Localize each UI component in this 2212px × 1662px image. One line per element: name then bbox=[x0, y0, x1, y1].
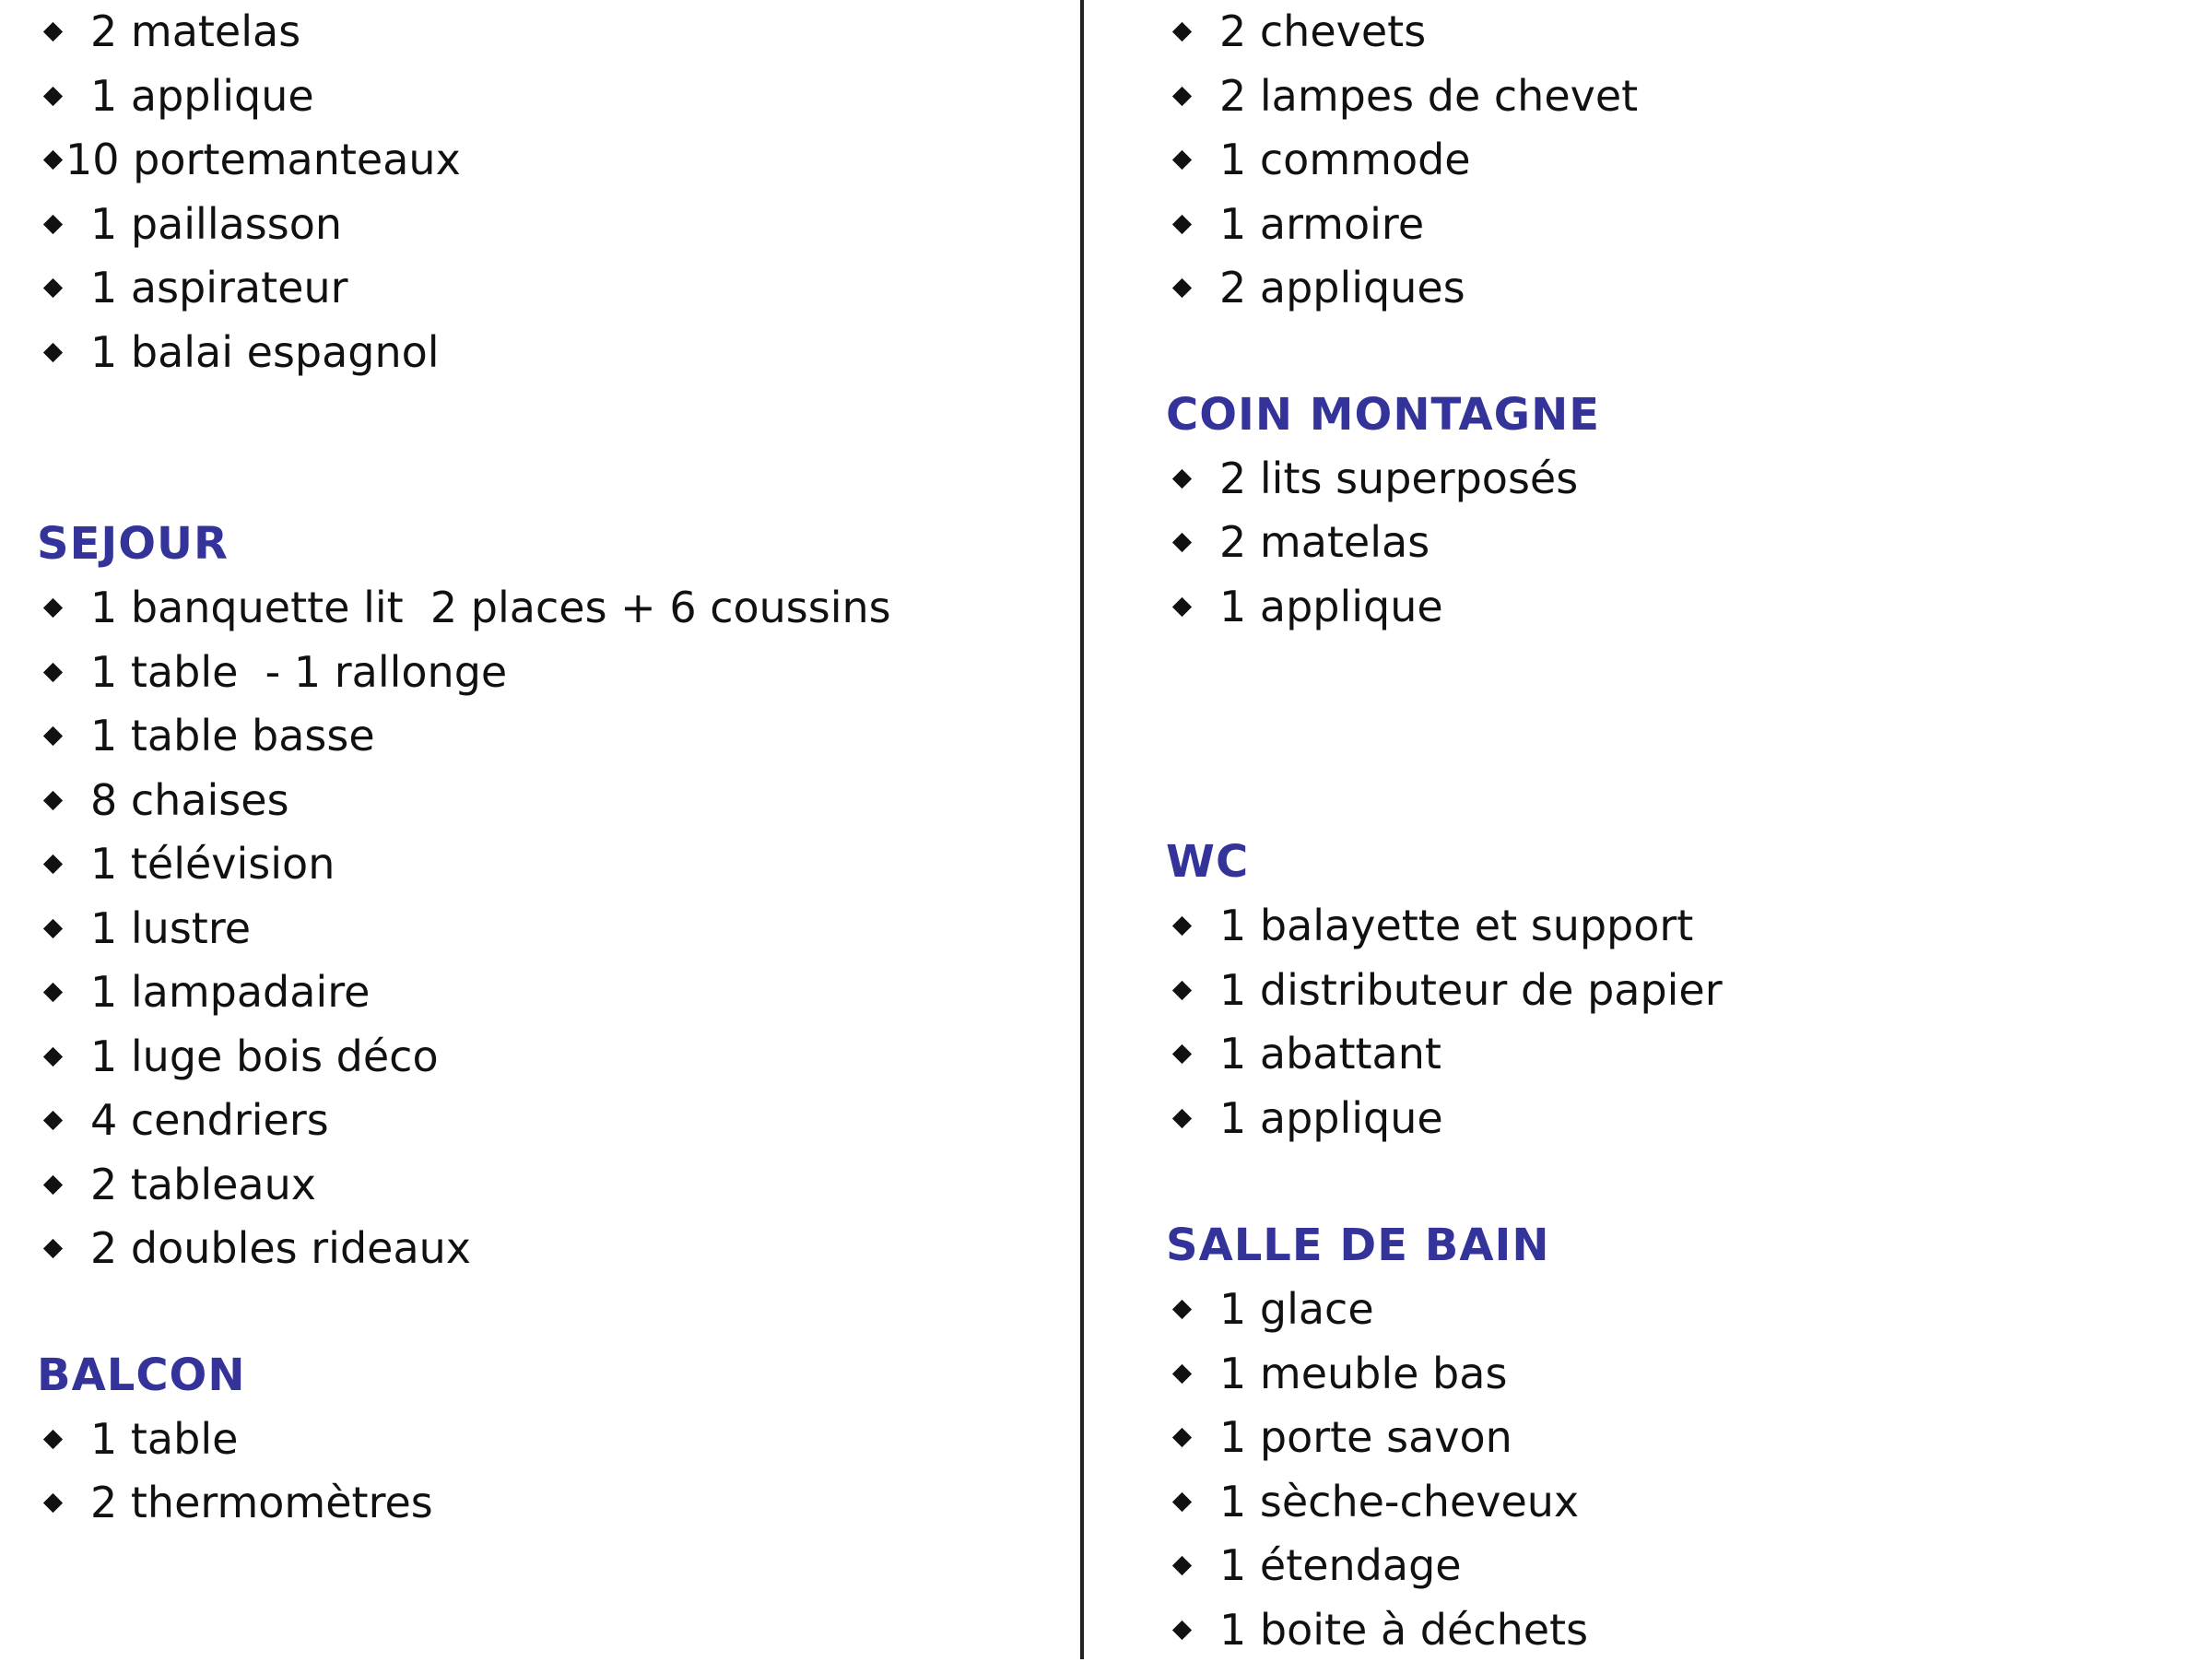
diamond-bullet-icon bbox=[43, 983, 63, 1002]
list-item: 1 distributeur de papier bbox=[1166, 959, 2180, 1023]
section-title: WC bbox=[1166, 831, 2180, 894]
list-item: 2 lampes de chevet bbox=[1166, 65, 2180, 129]
list-item: 1 lampadaire bbox=[37, 961, 1051, 1025]
list-item: 1 télévision bbox=[37, 832, 1051, 897]
section-salle-de-bain bbox=[1166, 1214, 2180, 1662]
diamond-bullet-icon bbox=[43, 855, 63, 874]
list-item: 1 commode bbox=[1166, 128, 2180, 193]
diamond-bullet-icon bbox=[1172, 1044, 1192, 1064]
diamond-bullet-icon bbox=[1172, 1621, 1192, 1640]
list-item: 2 lits superposés bbox=[1166, 447, 2180, 512]
section-title: COIN MONTAGNE bbox=[1166, 383, 2180, 447]
section-coin-montagne bbox=[1166, 383, 2180, 640]
diamond-bullet-icon bbox=[1172, 916, 1192, 936]
list-item: 1 table basse bbox=[37, 704, 1051, 769]
list-item: 1 glace bbox=[1166, 1278, 2180, 1342]
diamond-bullet-icon bbox=[43, 87, 63, 106]
list-item: 1 balai espagnol bbox=[37, 321, 1051, 385]
sejour-list bbox=[37, 576, 1051, 1281]
list-item: 1 balayette et support bbox=[1166, 894, 2180, 959]
list-item: 1 banquette lit 2 places + 6 coussins bbox=[37, 576, 1051, 641]
diamond-bullet-icon bbox=[1172, 22, 1192, 41]
list-item: 2 thermomètres bbox=[37, 1471, 1051, 1536]
list-item: 1 armoire bbox=[1166, 193, 2180, 257]
list-item: 1 luge bois déco bbox=[37, 1025, 1051, 1090]
diamond-bullet-icon bbox=[1172, 597, 1192, 617]
list-item: 2 matelas bbox=[1166, 511, 2180, 575]
diamond-bullet-icon bbox=[1172, 215, 1192, 234]
diamond-bullet-icon bbox=[43, 1239, 63, 1258]
list-item: 1 sèche-cheveux bbox=[1166, 1470, 2180, 1535]
list-item: 1 lustre bbox=[37, 897, 1051, 961]
list-item: 8 chaises bbox=[37, 769, 1051, 833]
left-top-list bbox=[37, 0, 1051, 384]
right-column bbox=[1166, 0, 2180, 1662]
diamond-bullet-icon bbox=[43, 919, 63, 938]
list-item: 2 chevets bbox=[1166, 0, 2180, 65]
list-item: 1 applique bbox=[1166, 575, 2180, 640]
list-item: 1 applique bbox=[37, 65, 1051, 129]
list-item: 1 porte savon bbox=[1166, 1406, 2180, 1470]
list-item: 1 abattant bbox=[1166, 1022, 2180, 1087]
section-balcon bbox=[37, 1344, 1051, 1536]
diamond-bullet-icon bbox=[43, 726, 63, 746]
list-item: 1 table - 1 rallonge bbox=[37, 641, 1051, 705]
list-item: 1 aspirateur bbox=[37, 256, 1051, 321]
diamond-bullet-icon bbox=[43, 343, 63, 362]
right-top-list bbox=[1166, 0, 2180, 321]
list-item: 10 portemanteaux bbox=[37, 128, 1051, 193]
section-title: SALLE DE BAIN bbox=[1166, 1214, 2180, 1278]
list-item: 1 table bbox=[37, 1408, 1051, 1472]
diamond-bullet-icon bbox=[1172, 1492, 1192, 1512]
column-divider bbox=[1080, 0, 1084, 1659]
wc-list bbox=[1166, 894, 2180, 1150]
list-item: 2 appliques bbox=[1166, 256, 2180, 321]
diamond-bullet-icon bbox=[1172, 981, 1192, 1000]
list-item: 1 paillasson bbox=[37, 193, 1051, 257]
list-item: 1 meuble bas bbox=[1166, 1342, 2180, 1407]
list-item: 1 boite à déchets bbox=[1166, 1598, 2180, 1662]
balcon-list bbox=[37, 1408, 1051, 1536]
diamond-bullet-icon bbox=[43, 1111, 63, 1130]
list-item: 4 cendriers bbox=[37, 1089, 1051, 1153]
list-item: 2 doubles rideaux bbox=[37, 1217, 1051, 1281]
diamond-bullet-icon bbox=[1172, 469, 1192, 489]
diamond-bullet-icon bbox=[43, 278, 63, 298]
salle-de-bain-list bbox=[1166, 1278, 2180, 1662]
list-item: 2 tableaux bbox=[37, 1153, 1051, 1218]
diamond-bullet-icon bbox=[43, 1047, 63, 1067]
diamond-bullet-icon bbox=[43, 22, 63, 41]
left-column bbox=[37, 0, 1051, 1536]
diamond-bullet-icon bbox=[43, 791, 63, 810]
diamond-bullet-icon bbox=[1172, 1300, 1192, 1319]
section-sejour bbox=[37, 513, 1051, 1281]
diamond-bullet-icon bbox=[1172, 150, 1192, 170]
diamond-bullet-icon bbox=[43, 663, 63, 682]
diamond-bullet-icon bbox=[1172, 1109, 1192, 1128]
diamond-bullet-icon bbox=[1172, 1556, 1192, 1575]
diamond-bullet-icon bbox=[43, 1493, 63, 1513]
diamond-bullet-icon bbox=[1172, 1364, 1192, 1384]
section-title: BALCON bbox=[37, 1344, 1051, 1408]
coin-montagne-list bbox=[1166, 447, 2180, 640]
diamond-bullet-icon bbox=[1172, 278, 1192, 298]
diamond-bullet-icon bbox=[1172, 533, 1192, 552]
diamond-bullet-icon bbox=[1172, 87, 1192, 106]
section-title: SEJOUR bbox=[37, 513, 1051, 576]
list-item: 1 étendage bbox=[1166, 1534, 2180, 1598]
section-wc bbox=[1166, 831, 2180, 1150]
diamond-bullet-icon bbox=[43, 1430, 63, 1449]
diamond-bullet-icon bbox=[1172, 1428, 1192, 1447]
list-item: 1 applique bbox=[1166, 1087, 2180, 1151]
diamond-bullet-icon bbox=[43, 598, 63, 618]
diamond-bullet-icon bbox=[43, 215, 63, 234]
list-item: 2 matelas bbox=[37, 0, 1051, 65]
diamond-bullet-icon bbox=[43, 150, 63, 170]
diamond-bullet-icon bbox=[43, 1175, 63, 1195]
